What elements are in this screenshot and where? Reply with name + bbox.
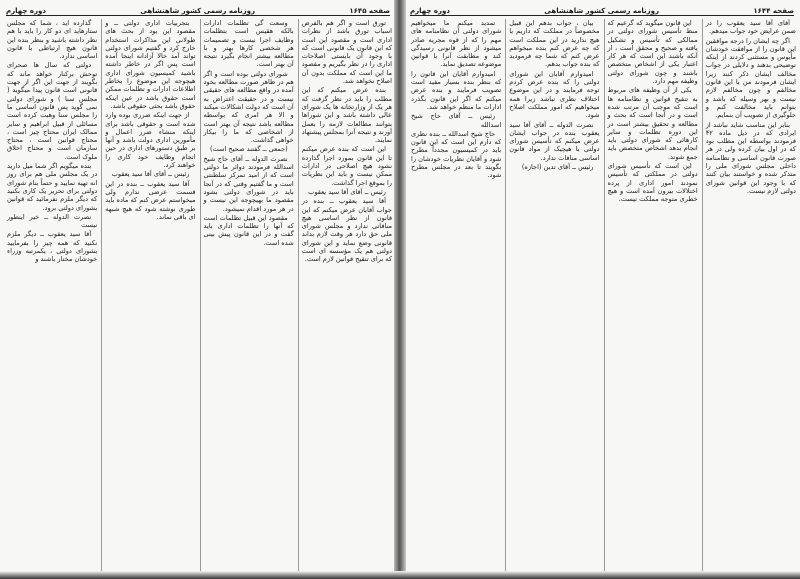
page-number: صفحه ۱۶۴۴ [753,7,794,15]
paragraph: بنابر این مناسب شاید نباشد از ایرادی که در ذیل ماده ۴۲ فرمودند بواسطه این مطلب بود که در اول بیان کرده ولی در هر صورت قانون اساسی و نظامنامه داخلی مجلس شورای ملی را متذکر شده و خواستند بیان کنند که با وجود این قوانین شورای دولتی لازم نیست. [705,120,796,195]
paragraph: نصرت الدوله ــ آقای آقا سید یعقوب بنده در جواب ایشان عرض میکنم که تأسیس شورای دولتی با هیچیک از مواد قانون اساسی منافات ندارد. [509,120,600,162]
paragraph: بنده عرض میکنم که این مطلب را باید در نظر گرفت که هر یک از وزارتخانه ها یک شورای عالی داشته باشد و این شوراها بتوانند مطالعات لازمه را بعمل آورند و نتیجه آنرا بمجلس پیشنهاد نمایند. [301,86,392,145]
period-label: دوره چهارم [410,7,450,15]
paragraph: رئیس ــ آقای آقا سید یعقوب [111,170,190,179]
scan-edge [0,571,800,579]
text-column [604,19,698,571]
paragraph: گذارده اید ، شما که مجلس ستارهاید ای دو کار را باید با هم نظر داشته باشید و بنظر بنده این قانون هیچ ارتباطی با قانون اساسی ندارد. [7,19,98,61]
paragraph: امیدوارم آقایان این قانون را که بنظر بنده بسیار مفید است تصویب فرمایند و بنده عرض میکنم که اگر این قانون بگذرد ادارات ما منظم خواهد شد. [411,69,502,111]
text-column [702,19,796,571]
paragraph: آقای آقا سید یعقوب را در ضمن عرایض خود جواب میدهم. [705,19,796,36]
right-page [404,0,800,579]
paragraph: این است که تأسیس شورای دولتی در مملکتی که تأسیس نمودند امور اداری از پرده اختلالات بیرون آمده است و هیچ خطری متوجه مملکت نیست. [607,162,698,204]
paragraph: از جهت اینکه ضرری بوده وارد شده است و حقوقی باشد برای اینکه منشاء ضرر اعمال و مأمورین اداری دولت باشد و آنها بر طبق دستورهای اداری در حین انجام وظایف خود کاری را خواهند کرد. [105,111,196,170]
paragraph: مقصود این قبیل تظلمات است که آنها را تظلمات اداری باید گفت و در این قانون پیش بینی شده است. [203,213,294,247]
paragraph: وسعت گی تظلمات ادارات بالکه هقیس است بتظلمات وظایف اجرا نیست و تصمیمات هر شخصی کارها بهتر و با مطالعه بیشتر انجام بگیرد نتیجه آن بهتر است. [203,19,294,69]
paragraph: تورق است و اگر هم بالفرض اسباب تورق باشد از نظرات اداری است و مقصود این است که این قانون یک قانونی است که با وجود آن بایستی اصلاحات اداری را در نظر بگیریم و مقصود ما این است که مملکت بدون آن اصلاح نخواهد شد. [301,19,392,86]
paragraph: رئیس ــ آقای حاج شیخ اسدالله [411,112,502,129]
paragraph: بتجربیات اداری دولتی ــ و مقصود این بود از بحث های طولانی این مذاکرات استخدام خارج کرد و گفتیم شورای دولتی تواند آمد حالا آزادانه اینجا آمده است پس اگر در خاطر داشته باشید کمیسیون شورای اداری هیچوجه این موضوع را بخاطر اطلاعات ادارات و تظلمات ممکن است حقوق باشد در عین اینکه حقوق باشد بحثی حقوقی باشد. [105,19,196,110]
paragraph: تمدید میکنم ما میخواهیم شورای دولتی آن نظامنامه های مهم را که از قوه مجریه صادر میشود از نظر قانونی رسیدگی کند و مطابقت آنرا با قوانین موضوعه تصدیق نماید. [411,19,502,69]
paragraph: حاج شیخ اسدالله ــ بنده نظری که دارم این است که این قانون باید در کمیسیون مجدداً مطرح شود و آقایان نظریات خودشان را بگویند تا بعد در مجلس مطرح شود. [411,129,502,180]
paragraph: این است که بنده عرض میکنم تا این قانون بمورد اجرا گذارده نشود هیچ اصلاحی در ادارات ممکن نیست و باید این نظریات را بموقع اجرا گذاشت. [301,145,392,187]
period-label: دوره چهارم [6,7,46,15]
paragraph: دولتی که سال ها صحرای توحش برکنار خواهد ماند که بگویند از جهت این اگر از جهت قانونی است قانون پیدا میگوید ( مجلس سنا ) و شورای دولتی نمی گوید پس قانون اساسی ما را مجلس سنا وهبت کرده است مسائلی از قبیل ابراهیم و سایر ممالک ایران محتاج چیز است ، محتاج قوانین است ، محتاج سازمان است و محتاج اخلاق ملوک است. [7,61,98,161]
page-header [410,3,794,16]
text-column [408,19,501,571]
left-page [0,0,396,579]
newspaper-title: روزنامه رسمی کشور شاهنشاهی [544,7,660,15]
paragraph: آقا سید یعقوب ــ بنده در این قسمت عرضی ندارم ولی میخواستم عرض کنم که ماده باید طوری نوشته شود که هیچ شبهه ای باقی نماند. [105,179,196,221]
paragraph: یکی از آن وظیفه های مربوط به تنقیح قوانین و نظامنامه ها است که موجب آن مرتب شده است و در آنجا است که بحث و مطالعه و تحقیق بیشتر است در این دوره تظلمات و سایر کارهائی که شورای دولتی باید انجام بدهد اشخاص متخصص باید جمع شوند. [607,86,698,161]
book-gutter [394,0,406,579]
paragraph: (جمعی ــ گفتند صحیح است) [209,145,288,154]
paragraph: نصرت الدوله ــ خیر اینطور نیست [7,212,98,230]
paragraph: بنده میگویم اگر شما میل دارید در یک مجلس ملی هم برای روز انه تهیه نمایید و حتماً بنام شورای دولتی برای تحریر یک کاری بکنید که دیگر ملزم نفرمائید که قوانین بشورای دولتی برود. [7,162,98,212]
paragraph: اگر چه ایشان را درجه موافقین این قانون را از موافقت خودشان مأیوس و مستثنی کردند از اینکه توضیحی بدهند و دلایلی در جواب مخالف ایشان ذکر کنند زیرا ایشان فرمودند من با این قانون مخالفم و چون مخالفم لازم نیست و بهر وسیله که باشد و بتوانم باید مخالفت کنم و جلوگیری از تصویب آن بنمایم. [705,36,796,120]
text-column [4,19,97,571]
text-column [298,19,392,571]
text-columns [4,19,392,571]
page-number: صفحه ۱۶۴۵ [349,7,390,15]
paragraph: بیان ، جواب بدهم این قبیل مخصوصاً در مملکت که داریم یا هیچ ندارید در این مملکت است که چه عرض کنم بنده میخواهم عرض کنم که شما چه فرمودید که بنده جواب بدهم. [509,19,600,69]
paragraph: آقا سید یعقوب ــ دیگر ملزم نکنید که همه چیز را بفرمایید بشورای دولتی ، یکمرتبه وزراء خودشان مختار باشند و [7,230,98,264]
text-column [200,19,294,571]
paragraph: رئیس ــ آقای تدین (اجازه) [521,163,594,172]
paragraph: شورای دولتی بوده است و اگر هم در ظاهر صورت مطالعه بخود آمده در واقع مطالعه های حقیقی نیست و در حقیقت اعتراض به آن است که دولت اشکالات میکند و الا هر امری که بواسطه مطالعه باشد نتیجه آن بهتر است از اشخاصی که ما را بیکار خواهی گذاشت. [203,69,294,145]
paragraph: این قانون میگوید که گرعیم که منظ تأسیس شورای دولتی در ممالکی که تأسیس و تشکیل یافته و صحیح و محقق است ، از آنکه باشند این است که هر کار اعتبار یکی از اشخاص متخصص باشند و چون شورای دولتی وظیفه مهم دارد. [607,19,698,86]
paragraph: رئیس ــ آقای آقا سید یعقوب [308,187,386,196]
paragraph: امیدوارم آقایان این شورای دولتی را که بنده عرض کردم توجه فرمایند و در این موضوع اختلاف نظری نباشد زیرا همه میخواهیم که امور مملکت اصلاح شود. [509,69,600,120]
paragraph: آقا سید یعقوب ــ بنده در جواب آقایان عرض میکنم که این قانون از نظر اساسی هیچ منافاتی ندارد و مجلس شورای ملی حق دارد هر وقت لازم بداند قانونی وضع نماید و این شورای دولتی هم یک مؤسسه ای است که برای تنقیح قوانین لازم است. [301,197,392,264]
text-column [101,19,195,571]
text-columns [408,19,796,571]
page-header [6,3,390,16]
newspaper-title: روزنامه رسمی کشور شاهنشاهی [140,7,256,15]
paragraph: نصرت الدوله ــ آقای حاج شیخ اسدالله فرمودند دوائر ما دولتی است که از امید تمرکز سلطنتی است و ما گفتیم وقتی که در آنجا باید در شورای دولتی بشود مقصود ما بهیچوجه این نیست و در هر مورد اقدام نمیشود. [203,154,294,213]
text-column [505,19,599,571]
